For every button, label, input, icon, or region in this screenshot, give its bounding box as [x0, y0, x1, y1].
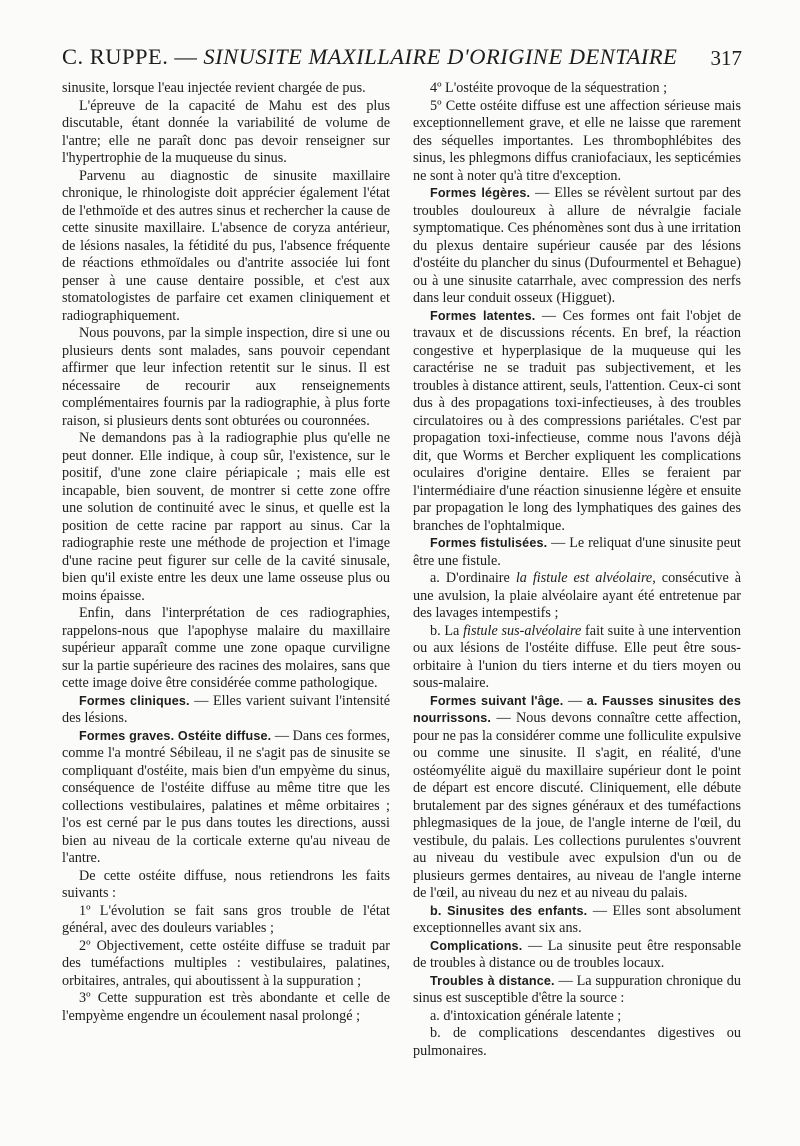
section-text: — Elles sont absolument exceptionnelles avant six ans.	[413, 902, 741, 936]
section-paragraph	[413, 973, 741, 1008]
paragraph: Ne demandons pas à la radiographie plus qu'elle ne peut donner. Elle indique, à coup sûr, l'existence, sur le positif, d'une zone claire périapicale ; mais elle est incapable, bien souvent, de montrer si cette zone offre une solution de continuité avec le sinus, et quelle est la position de cette racine par rapport au sinus. Car la radiographie reste une méthode de projection et l'image d'une racine peut figurer sur celle de la cavité sinusale, bien qu'il existe entre les deux une lame osseuse plus ou moins épaisse.	[62, 430, 390, 604]
list-item: a. d'intoxication générale latente ;	[430, 1007, 622, 1024]
list-item: 5º Cette ostéite diffuse est une affection sérieuse mais exceptionnellement grave, et elle ne laisse que rarement des séquelles importantes. Les thrombophlébites des sinus, les phlegmons diffus craniofaciaux, les septicémies ne sont à noter qu'à titre d'exception.	[413, 97, 741, 184]
section-text: — Dans ces formes, comme l'a montré Sébileau, il ne s'agit pas de sinusite se compliquant d'ostéite, mais bien d'un empyème du sinus, conséquence de l'ostéite diffuse au même titre que les collections vestibulaires, palatines et même orbitaires ; l'os est cerné par le pus dans toutes les directions, aussi bien au niveau de la corticale externe qu'au niveau de l'antre.	[62, 727, 390, 866]
section-heading: Formes légères.	[430, 186, 531, 200]
running-header	[62, 44, 742, 74]
section-paragraph	[413, 938, 741, 973]
section-heading: Complications.	[430, 938, 523, 953]
italic-text: la fistule est alvéolaire	[515, 570, 653, 586]
section-heading: Troubles à distance.	[430, 973, 555, 988]
header-author: C. RUPPE.	[62, 44, 169, 69]
paragraph: sinusite, lorsque l'eau injectée revient chargée de pus.	[62, 80, 366, 96]
section-text: — Elles varient suivant l'intensité des lésions.	[62, 692, 390, 726]
section-text: — Le reliquat d'une sinusite peut être une fistule.	[413, 535, 741, 569]
page-number: 317	[710, 46, 742, 70]
section-heading: Formes suivant l'âge.	[430, 693, 564, 708]
section-text: — La suppuration chronique du sinus est susceptible d'être la source :	[413, 972, 741, 1006]
section-paragraph	[413, 535, 741, 570]
section-text: — Nous devons connaître cette affection, pour ne pas la considérer comme une folliculite expulsive ou comme une sinusite. Il s'agit, en réalité, d'une ostéomyélite aiguë du maxillaire supérieur dont le point de départ est encore discuté. Cliniquement, elle débute brutalement par des signes généraux et des tuméfactions phlegmasiques de la joue, de l'angle interne de l'œil, du vestibule, du palais. Les collections purulentes s'ouvrent au niveau du vestibule avec expulsion d'un ou de plusieurs germes dentaires, au niveau de l'angle interne de l'œil, au niveau du nez et au niveau du palais.	[413, 710, 741, 901]
list-item	[413, 623, 741, 693]
section-paragraph	[413, 903, 741, 938]
list-item	[413, 570, 741, 623]
section-heading: Formes latentes.	[430, 308, 536, 323]
section-paragraph	[413, 185, 741, 308]
left-column	[62, 80, 390, 1025]
paragraph: De cette ostéite diffuse, nous retiendrons les faits suivants :	[62, 867, 390, 901]
header-dash: —	[174, 44, 198, 69]
header-title	[62, 44, 677, 70]
italic-text: fistule sus-alvéolaire	[463, 622, 582, 639]
subsection-heading: b. Sinusites des enfants.	[430, 903, 588, 918]
section-paragraph	[413, 693, 741, 903]
section-paragraph	[413, 308, 741, 536]
section-heading: Formes cliniques.	[79, 693, 190, 708]
section-heading: Formes fistulisées.	[430, 536, 548, 550]
section-text: — Ces formes ont fait l'objet de travaux et de discussions récents. En bref, la réaction congestive et hyperplasique de la muqueuse qui les caractérise ne se traduit pas subjectivement, et les troubles à distance attirent, seuls, l'attention. Ceux-ci sont dus à des propagations toxi-infectieuses, à des troubles circulatoires ou à des compressions pariétales. C'est par propagation toxi-infectieuse, comme nous l'avons déjà dit, que Worms et Bercher expliquent les complications oculaires d'origine dentaire. Elles se feraient par l'intermédiaire d'une réaction sinusienne légère et ensuite par propagation le long des lymphatiques des gaines des branches de l'ophtalmique.	[413, 307, 741, 534]
section-heading: Formes graves. Ostéite diffuse.	[79, 728, 272, 743]
section-paragraph	[62, 693, 390, 728]
paragraph: L'épreuve de la capacité de Mahu est des plus discutable, étant donnée la variabilité de volume de l'antre; elle ne paraît donc pas devoir renseigner sur l'hypertrophie de la muqueuse du sinus.	[62, 97, 390, 166]
paragraph: Parvenu au diagnostic de sinusite maxillaire chronique, le rhinologiste doit apprécier également l'état de l'ethmoïde et des autres sinus et rechercher la cause de cette sinusite maxillaire. L'absence de coryza antérieur, de lésions nasales, la fétidité du pus, l'absence fréquente de réactions ethmoïdales ou d'antrite associée lui font penser à une cause dentaire possible, et c'est aux stomatologistes de parfaire cet examen cliniquement et radiographiquement.	[62, 167, 390, 324]
paragraph: Enfin, dans l'interprétation de ces radiographies, rappelons-nous que l'apophyse malaire du maxillaire supérieur apparaît comme une zone opaque curviligne sur la partie supérieure des racines des molaires, sans que cette image doive être considérée comme pathologique.	[62, 605, 390, 691]
list-item: 4º L'ostéite provoque de la séquestration ;	[430, 80, 668, 96]
text-run: fait suite à une intervention ou aux lésions de l'ostéite diffuse. Elle peut être sous-orbitaire à l'union du tiers interne et du tiers moyen ou sous-malaire.	[413, 622, 741, 691]
section-text: — Elles se révèlent surtout par des troubles douloureux à allure de névralgie faciale symptomatique. Ces phénomènes sont dus à une irritation du plexus dentaire supérieur causée par des lésions d'ostéite du plancher du sinus (Dufourmentel et Behague) ou à une sinusite catarrhale, avec compression des nerfs dans leur conduit osseux (Higguet).	[413, 185, 741, 306]
list-item: 3º Cette suppuration est très abondante et celle de l'empyème engendre un écoulement nasal prolongé ;	[62, 990, 390, 1024]
list-item: 1º L'évolution se fait sans gros trouble de l'état général, avec des douleurs variables ;	[62, 902, 390, 936]
text-run: —	[563, 692, 587, 709]
subsection-heading: a. Fausses sinusites des nourrissons.	[413, 693, 741, 725]
section-text: — La sinusite peut être responsable de troubles à distance ou de troubles locaux.	[413, 937, 741, 971]
paragraph: Nous pouvons, par la simple inspection, dire si une ou plusieurs dents sont malades, sans pouvoir cependant affirmer que leur infection retentit sur le sinus. Il est nécessaire de recourir aux renseignements complémentaires fournis par la radiographie, à plus forte raison, si plusieurs dents sont obturées ou couronnées.	[62, 325, 390, 429]
text-run: b. La	[430, 622, 464, 639]
section-paragraph	[62, 728, 390, 868]
right-column	[413, 80, 741, 1060]
text-run: a. D'ordinaire	[430, 570, 516, 586]
list-item: 2º Objectivement, cette ostéite diffuse se traduit par des tuméfactions multiples : vestibulaires, palatines, orbitaires, antrales, qui aboutissent à la suppuration ;	[62, 937, 390, 989]
header-topic: SINUSITE MAXILLAIRE D'ORIGINE DENTAIRE	[203, 44, 678, 69]
list-item: b. de complications descendantes digestives ou pulmonaires.	[413, 1025, 741, 1059]
text-run: , consécutive à une avulsion, la plaie alvéolaire ayant été entretenue par des lavages intempestifs ;	[413, 570, 742, 621]
